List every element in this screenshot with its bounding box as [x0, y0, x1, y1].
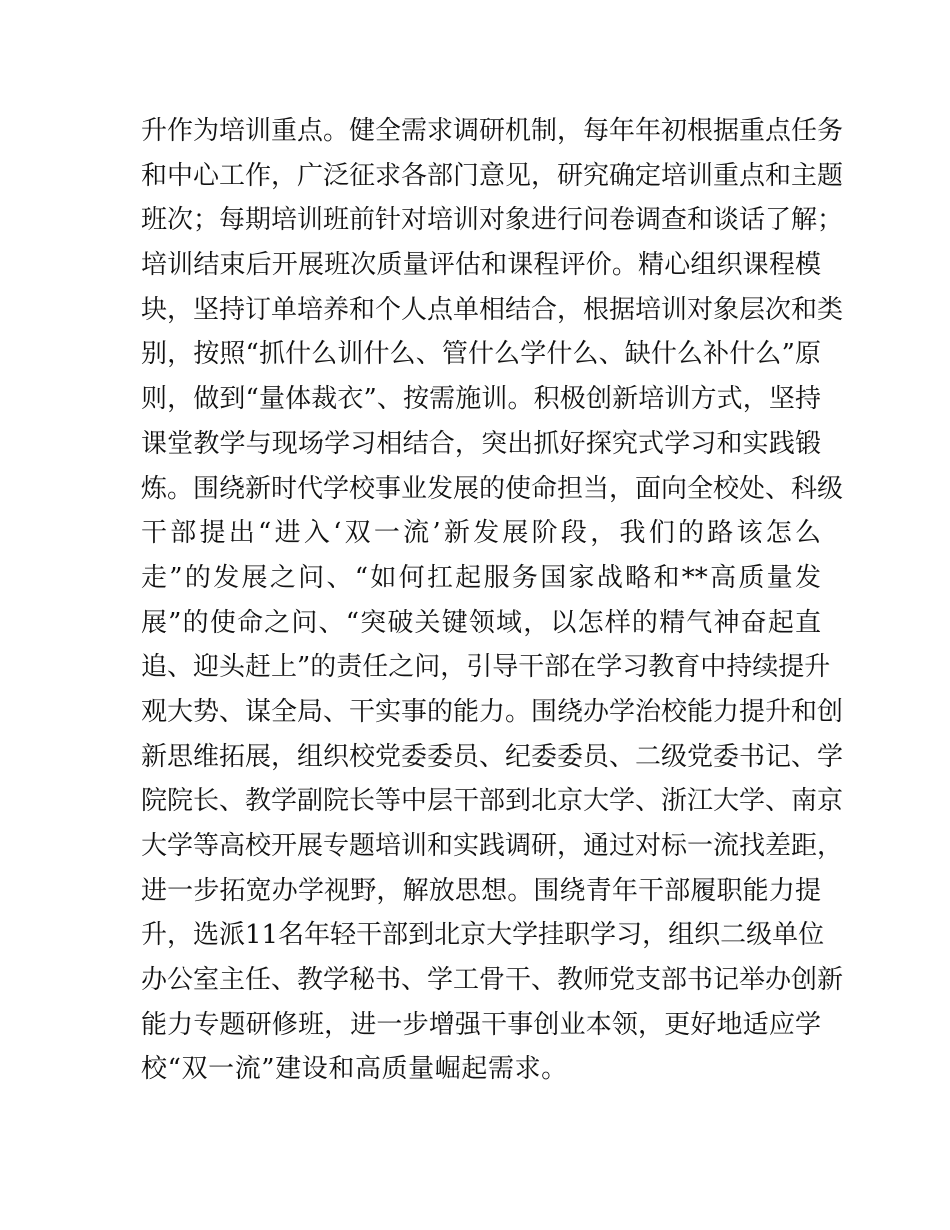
text-line: 院院长、教学副院长等中层干部到北京大学、浙江大学、南京 — [141, 786, 844, 817]
text-line: 干部提出“进入‘双一流’新发展阶段，我们的路该怎么 — [141, 518, 821, 549]
text-line: 班次；每期培训班前针对培训对象进行问卷调查和谈话了解； — [141, 205, 844, 236]
text-line: 炼。围绕新时代学校事业发展的使命担当，面向全校处、科级 — [141, 473, 844, 504]
text-line: 办公室主任、教学秘书、学工骨干、教师党支部书记举办创新 — [141, 965, 844, 996]
text-line: 培训结束后开展班次质量评估和课程评价。精心组织课程模 — [141, 250, 821, 281]
text-line: 展”的使命之问、“突破关键领域，以怎样的精气神奋起直 — [141, 607, 821, 638]
text-line: 走”的发展之问、“如何扛起服务国家战略和**高质量发 — [141, 562, 821, 593]
text-line: 和中心工作，广泛征求各部门意见，研究确定培训重点和主题 — [141, 160, 844, 191]
text-line: 新思维拓展，组织校党委委员、纪委委员、二级党委书记、学 — [141, 741, 844, 772]
text-line: 块，坚持订单培养和个人点单相结合，根据培训对象层次和类 — [141, 294, 844, 325]
text-line: 升作为培训重点。健全需求调研机制，每年年初根据重点任务 — [141, 116, 844, 146]
body-paragraph — [141, 109, 844, 1092]
text-line: 观大势、谋全局、干实事的能力。围绕办学治校能力提升和创 — [141, 696, 844, 727]
text-line: 则，做到“量体裁衣”、按需施训。积极创新培训方式，坚持 — [141, 384, 821, 415]
text-line: 校“双一流”建设和高质量崛起需求。 — [141, 1054, 568, 1085]
text-line: 升，选派11名年轻干部到北京大学挂职学习，组织二级单位 — [141, 920, 825, 951]
text-line: 课堂教学与现场学习相结合，突出抓好探究式学习和实践锻 — [141, 428, 821, 459]
text-line: 追、迎头赶上”的责任之问，引导干部在学习教育中持续提升 — [141, 652, 831, 683]
text-line: 能力专题研修班，进一步增强干事创业本领，更好地适应学 — [141, 1009, 821, 1040]
text-line: 别，按照“抓什么训什么、管什么学什么、缺什么补什么”原 — [141, 339, 821, 370]
text-line: 大学等高校开展专题培训和实践调研，通过对标一流找差距， — [141, 831, 844, 861]
text-line: 进一步拓宽办学视野，解放思想。围绕青年干部履职能力提 — [141, 875, 821, 906]
